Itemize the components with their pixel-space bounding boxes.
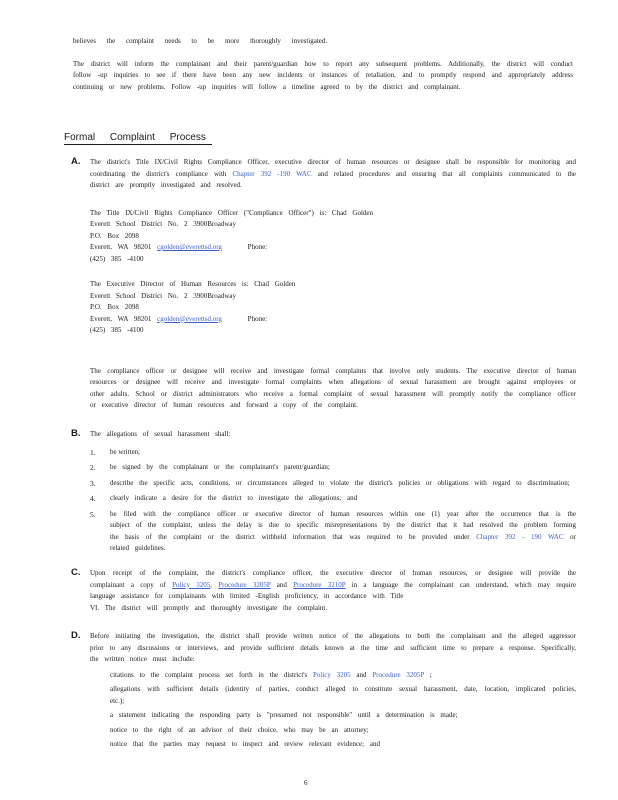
section-b-intro: The allegations of sexual harassment shall: — [90, 430, 231, 438]
compliance-officer-contact: The Title IX/Civil Rights Compliance Officer ("Compliance Officer") is: Chad Golden Everett School District No. 2 3900Broadway P.O. Box 2098 Everett, WA 98201 cgolden@everettsd.org Phone: (425) 385 -4100 — [90, 208, 374, 263]
list-item: 5. be filed with the compliance officer or executive director of human resources within one (1) year after the occurrence that is the subject of the complaint, unless the delay is due to specific misrepresentations by the district that it had resolved the problem forming the basis of the complaint or the district withheld information that was required to be provided under Chapter 392 - 190 WAC or related guidelines. — [90, 509, 577, 552]
page-number: 6 — [304, 779, 308, 787]
list-item: notice that the parties may request to inspect and review relevant evidence; and — [110, 740, 380, 748]
policy-3205-link[interactable]: Policy 3205 — [172, 580, 211, 589]
list-item: 2. be signed by the complainant or the complainant's parent/guardian; — [90, 463, 330, 472]
section-b-letter: B. — [71, 428, 81, 439]
intro-paragraph-2: The district will inform the complainant and their parent/guardian how to report any subsequent problems. Additionally, the district will conduct follow -up inquiries to see if there have been any new incidents or instances of retaliation, and to promptly respond and appropriately address continuing or new problems. Follow -up inquiries will follow a timeline agreed to by the district and complainant. — [73, 59, 573, 91]
section-c — [71, 568, 576, 614]
procedure-3205p-link[interactable]: Procedure 3205P — [218, 580, 271, 589]
list-item: 4. clearly indicate a desire for the district to investigate the allegations; and — [90, 494, 358, 503]
hr-director-contact: The Executive Director of Human Resources is: Chad Golden Everett School District No. 2 3900Broadway P.O. Box 2098 Everett, WA 98201 cgolden@everettsd.org Phone: (425) 385 -4100 — [90, 280, 296, 334]
allegation-requirements-list — [90, 447, 576, 555]
section-b — [71, 429, 576, 559]
chapter-wac-link-2[interactable]: Chapter 392 - 190 WAC — [476, 532, 564, 541]
section-a — [71, 157, 576, 412]
section-heading: Formal Complaint Process — [64, 132, 212, 145]
section-a-paragraph: The district's Title IX/Civil Rights Compliance Officer, executive director of human resources or designee shall be responsible for monitoring and coordinating the district's compliance with Chapter 392 -190 WAC and related procedures and ensuring that all complaints communicated to the district are promptly investigated and resolved. — [90, 158, 577, 189]
list-item: 3. describe the specific acts, conditions, or circumstances alleged to violate the district's policies or obligations with regard to discrimination; — [90, 478, 570, 488]
intro-section — [73, 36, 573, 93]
section-a-closing-paragraph: The compliance officer or designee will receive and investigate formal complaints that involve only students. The executive director of human resources or designee will receive and investigate formal complaints when allegations of sexual harassment are brought against employees or other adults. School or district administrators who receive a formal complaint of sexual harassment will promptly notify the compliance officer or executive director of human resources and forward a copy of the complaint. — [90, 366, 576, 409]
list-item: notice to the right of an advisor of their choice, who may be an attorney; — [110, 725, 369, 734]
section-c-letter: C. — [71, 567, 81, 578]
procedure-3205p-link-2[interactable]: Procedure 3205P — [372, 670, 425, 679]
section-d-letter: D. — [71, 630, 81, 641]
intro-paragraph-1: believes the complaint needs to be more thoroughly investigated. — [73, 37, 328, 45]
section-c-paragraph: Upon receipt of the complaint, the district's compliance officer, the executive director of human resources, or designee will provide the complainant a copy of Policy 3205, Procedure 3205P and Procedure 3210P in a language the complainant can understand, which may require language assistance for complainants with limited -English proficiency, in accordance with Title — [90, 569, 577, 600]
list-item: citations to the complaint process set forth in the district's Policy 3205 and Procedure 3205P ; — [110, 670, 432, 679]
compliance-officer-email-link[interactable]: cgolden@everettsd.org — [157, 243, 222, 251]
section-d-intro: Before initiating the investigation, the district shall provide written notice of the allegations to both the complainant and the alleged aggressor prior to any discussions or interviews, and provide sufficient details known at the time and sufficient time to prepare a response. Specifically, the written notice must include: — [90, 632, 576, 663]
section-c-line2: VI. The district will promptly and thoroughly investigate the complaint. — [90, 603, 328, 612]
policy-3205-link-2[interactable]: Policy 3205 — [313, 670, 351, 679]
list-item: 1. be written; — [90, 447, 141, 457]
procedure-3210p-link[interactable]: Procedure 3210P — [293, 580, 346, 589]
section-a-letter: A. — [71, 156, 81, 167]
notice-contents-list — [90, 670, 576, 751]
hr-director-email-link[interactable]: cgolden@everettsd.org — [157, 314, 222, 323]
list-item: allegations with sufficient details (identity of parties, conduct alleged to constitute sexual harassment, date, location, implicated policies, etc.); — [110, 685, 576, 705]
section-d — [71, 631, 576, 754]
list-item: a statement indicating the responding party is "presumed not responsible" until a determination is made; — [110, 711, 458, 719]
chapter-wac-link[interactable]: Chapter 392 -190 WAC — [232, 169, 312, 178]
